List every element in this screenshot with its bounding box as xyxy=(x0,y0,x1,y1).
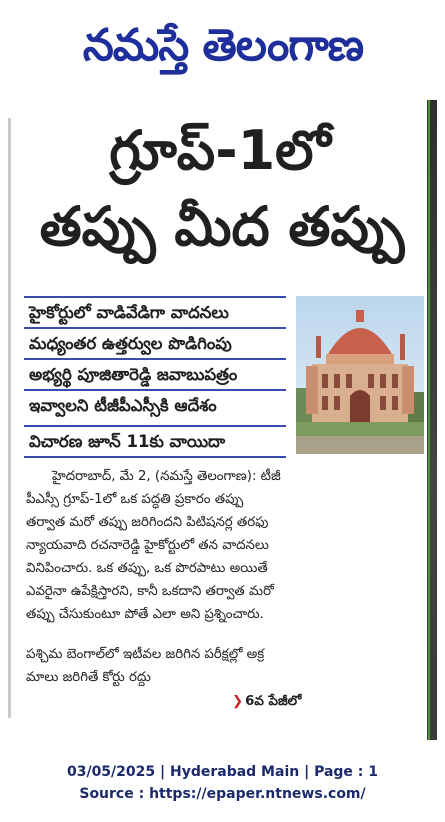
highlight-item: ఇవ్వాలని టీజీపీఎస్సీకి ఆదేశం xyxy=(29,396,217,415)
body-line: ఎవరైనా ఉపేక్షిస్తారని, కానీ ఒకదాని తర్వాత మరో xyxy=(26,584,274,599)
body-line: న్యాయవాది రచనారెడ్డి హైకోర్టులో తన వాదనలు xyxy=(26,538,269,553)
headline-line-1: గ్రూప్-1లో xyxy=(109,119,331,182)
continued-label: 6వ పేజీలో xyxy=(245,694,302,709)
body-line: తర్వాత మరో తప్పు జరిగిందని పిటిషనర్ల తరఫు xyxy=(26,515,269,530)
body-line: వినిపించారు. ఒక తప్పు, ఒక పొరపాటు అయితే xyxy=(26,561,268,576)
column-rule-left xyxy=(8,118,11,718)
high-court-building-photo xyxy=(296,296,424,454)
arrow-right-icon: ❯ xyxy=(232,694,244,709)
highlight-item: మధ్యంతర ఉత్తర్వుల పొడిగింపు xyxy=(29,334,232,353)
masthead-title: నమస్తే తెలంగాణ xyxy=(82,20,364,71)
court-building-image xyxy=(296,296,424,454)
highlight-item: అభ్యర్థి పూజితారెడ్డి జవాబుపత్రం xyxy=(29,365,238,384)
body-line: పశ్చిమ బెంగాల్‌లో ఇటీవల జరిగిన పరీక్షల్లో అక్ర xyxy=(26,647,265,662)
body-line: పీఎస్సీ గ్రూప్-1లో ఒక పద్ధతి ప్రకారం తప్పు xyxy=(26,492,244,507)
footer-date-edition: 03/05/2025 | Hyderabad Main | Page : 1 xyxy=(66,764,379,780)
continued-on-page-link[interactable] xyxy=(232,690,301,714)
page-edge-accent xyxy=(428,100,430,740)
masthead xyxy=(0,0,445,92)
body-line: హైదరాబాద్, మే 2, (నమస్తే తెలంగాణ): టీజీ xyxy=(52,469,281,484)
footer-source-link[interactable]: Source : https://epaper.ntnews.com/ xyxy=(79,786,366,802)
highlight-item: హైకోర్టులో వాడివేడిగా వాదనలు xyxy=(29,303,229,322)
headline-line-2: తప్పు మీద తప్పు xyxy=(39,195,405,258)
highlight-rule xyxy=(24,456,286,458)
body-line: మాలు జరిగితే కోర్టు రద్దు xyxy=(26,670,151,685)
highlight-item: విచారణ జూన్ 11కు వాయిదా xyxy=(29,432,226,451)
body-line: తప్పు చేసుకుంటూ పోతే ఎలా అని ప్రశ్నించారు. xyxy=(26,607,264,622)
